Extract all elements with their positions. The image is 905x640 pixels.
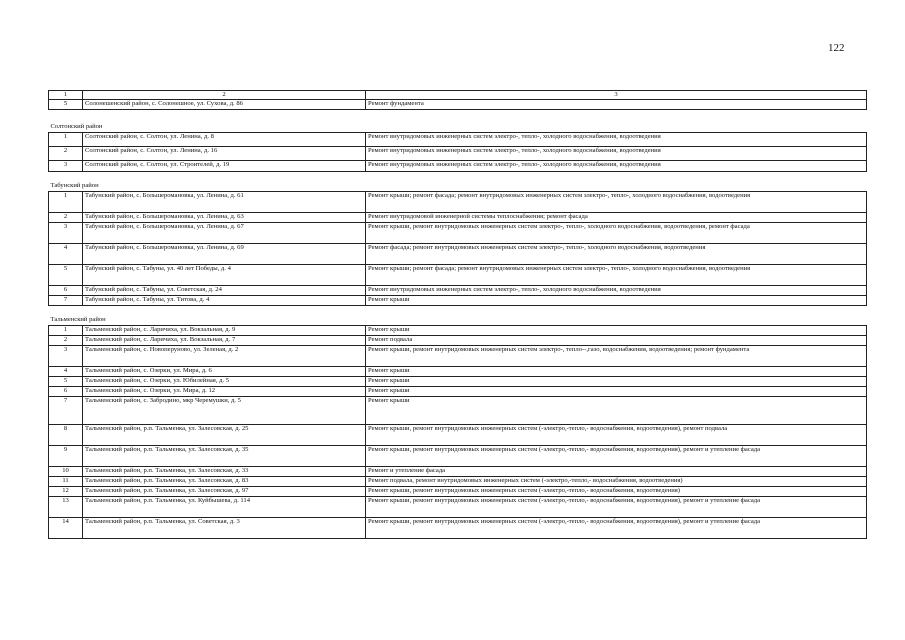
- district-heading: Солтонский район: [50, 123, 103, 131]
- works-cell: Ремонт фасада; ремонт внутридомовых инженерных систем электро-, тепло-, холодного водоснабжения, водоотведения: [366, 244, 867, 265]
- row-number-cell: 7: [49, 296, 83, 306]
- district-heading: Табунский район: [50, 182, 99, 190]
- address-cell: Табунский район, с. Табуны, ул. Титова, д. 4: [83, 296, 366, 306]
- row-number-cell: 3: [49, 161, 83, 172]
- table-row: [49, 286, 867, 296]
- table-header-row: [49, 91, 867, 100]
- row-number-cell: 7: [49, 397, 83, 425]
- address-cell: Табунский район, с. Большеромановка, ул. Ленина, д. 67: [83, 223, 366, 244]
- table-row: [49, 346, 867, 367]
- works-cell: Ремонт фундамента: [366, 100, 867, 110]
- works-cell: Ремонт крыши, ремонт внутридомовых инженерных систем электро-, тепло--,газо, водоснабжения, водоотведения; ремонт фундамента: [366, 346, 867, 367]
- works-cell: Ремонт крыши; ремонт фасада; ремонт внутридомовых инженерных систем электро-, тепло-, холодного водоснабжения, водоотведения: [366, 192, 867, 213]
- row-number-cell: 13: [49, 497, 83, 518]
- address-cell: Тальменский район, с. Новоперуново, ул. Зеленая, д. 2: [83, 346, 366, 367]
- row-number-cell: 2: [49, 213, 83, 223]
- table-row: [49, 446, 867, 467]
- works-cell: Ремонт крыши, ремонт внутридомовых инженерных систем (-электро,-тепло,- водоснабжения, водоотведения): [366, 487, 867, 497]
- address-cell: Тальменский район, р.п. Тальменка, ул. Залесовская, д. 35: [83, 446, 366, 467]
- works-cell: Ремонт крыши, ремонт внутридомовых инженерных систем (-электро,-тепло,- водоснабжения, водоотведения), ремонт и утепление фасада: [366, 497, 867, 518]
- table-row: [49, 477, 867, 487]
- table-row: [49, 100, 867, 110]
- table-row: [49, 367, 867, 377]
- works-cell: Ремонт подвала: [366, 336, 867, 346]
- row-number-cell: 1: [49, 133, 83, 147]
- table-row: [49, 377, 867, 387]
- address-cell: Тальменский район, р.п. Тальменка, ул. Залесовская, д. 25: [83, 425, 366, 446]
- row-number-cell: 5: [49, 377, 83, 387]
- address-cell: Табунский район, с. Табуны, ул. 40 лет Победы, д. 4: [83, 265, 366, 286]
- table-row: [49, 497, 867, 518]
- works-cell: Ремонт подвала, ремонт внутридомовых инженерных систем (-электро,-тепло,- водоснабжения, водоотведения): [366, 477, 867, 487]
- table-row: [49, 147, 867, 161]
- table-row: [49, 518, 867, 539]
- row-number-cell: 12: [49, 487, 83, 497]
- address-cell: Табунский район, с. Большеромановка, ул. Ленина, д. 69: [83, 244, 366, 265]
- table-row: [49, 296, 867, 306]
- table-row: [49, 487, 867, 497]
- row-number-cell: 1: [49, 192, 83, 213]
- table-row: [49, 467, 867, 477]
- column-header-number: 1: [49, 91, 83, 100]
- works-cell: Ремонт крыши, ремонт внутридомовых инженерных систем (-электро,-тепло,- водоснабжения, водоотведения), ремонт подвала: [366, 425, 867, 446]
- repair-works-table: [48, 90, 867, 539]
- works-cell: Ремонт внутридомовых инженерных систем электро-, тепло-, холодного водоснабжения, водоотведения: [366, 147, 867, 161]
- table-row: [49, 133, 867, 147]
- address-cell: Тальменский район, р.п. Тальменка, ул. Залесовская, д. 97: [83, 487, 366, 497]
- row-number-cell: 4: [49, 367, 83, 377]
- address-cell: Тальменский район, с. Забродино, мкр Черемушки, д. 5: [83, 397, 366, 425]
- row-number-cell: 2: [49, 336, 83, 346]
- works-cell: Ремонт крыши: [366, 296, 867, 306]
- row-number-cell: 5: [49, 100, 83, 110]
- address-cell: Тальменский район, с. Озерки, ул. Мира, д. 12: [83, 387, 366, 397]
- table-row: [49, 397, 867, 425]
- table-row: [49, 223, 867, 244]
- row-number-cell: 2: [49, 147, 83, 161]
- row-number-cell: 4: [49, 244, 83, 265]
- address-cell: Солтонский район, с. Солтон, ул. Ленина, д. 8: [83, 133, 366, 147]
- table-row: [49, 326, 867, 336]
- works-cell: Ремонт крыши: [366, 367, 867, 377]
- works-cell: Ремонт крыши, ремонт внутридомовых инженерных систем (-электро,-тепло,- водоснабжения, водоотведения), ремонт и утепление фасада: [366, 518, 867, 539]
- works-cell: Ремонт внутридомовых инженерных систем электро-, тепло-, холодного водоснабжения, водоотведения: [366, 286, 867, 296]
- table-row: [49, 161, 867, 172]
- address-cell: Тальменский район, с. Ларичиха, ул. Вокзальная, д. 7: [83, 336, 366, 346]
- table-row: [49, 336, 867, 346]
- table-row: [49, 425, 867, 446]
- district-heading: Тальменский район: [50, 316, 106, 324]
- row-number-cell: 5: [49, 265, 83, 286]
- table-row: [49, 192, 867, 213]
- works-cell: Ремонт крыши: [366, 377, 867, 387]
- row-number-cell: 11: [49, 477, 83, 487]
- address-cell: Солтонский район, с. Солтон, ул. Ленина, д. 16: [83, 147, 366, 161]
- table-row: [49, 265, 867, 286]
- table-row: [49, 244, 867, 265]
- works-cell: Ремонт внутридомовых инженерных систем электро-, тепло-, холодного водоснабжения, водоотведения: [366, 133, 867, 147]
- works-cell: Ремонт крыши, ремонт внутридомовых инженерных систем электро-, тепло-, холодного водоснабжения, водоотведения, ремонт фасада: [366, 223, 867, 244]
- address-cell: Табунский район, с. Большеромановка, ул. Ленина, д. 61: [83, 192, 366, 213]
- address-cell: Табунский район, с. Большеромановка, ул. Ленина, д. 63: [83, 213, 366, 223]
- address-cell: Тальменский район, р.п. Тальменка, ул. Залесовская, д. 33: [83, 467, 366, 477]
- address-cell: Солонешенский район, с. Солонешное, ул. Сухова, д. 86: [83, 100, 366, 110]
- row-number-cell: 6: [49, 387, 83, 397]
- table-body: [49, 91, 867, 539]
- address-cell: Тальменский район, р.п. Тальменка, ул. Залесовская, д. 83: [83, 477, 366, 487]
- address-cell: Тальменский район, р.п. Тальменка, ул. Советская, д. 3: [83, 518, 366, 539]
- address-cell: Тальменский район, с. Озерки, ул. Юбилейная, д. 5: [83, 377, 366, 387]
- page-number: 122: [828, 42, 845, 54]
- works-cell: Ремонт и утепление фасада: [366, 467, 867, 477]
- works-cell: Ремонт крыши: [366, 326, 867, 336]
- district-heading-row: [49, 110, 867, 133]
- table-row: [49, 213, 867, 223]
- row-number-cell: 6: [49, 286, 83, 296]
- works-cell: Ремонт внутридомовой инженерной системы теплоснабжения; ремонт фасада: [366, 213, 867, 223]
- district-heading-row: [49, 172, 867, 192]
- works-cell: Ремонт крыши: [366, 397, 867, 425]
- row-number-cell: 14: [49, 518, 83, 539]
- address-cell: Тальменский район, с. Озерки, ул. Мира, д. 6: [83, 367, 366, 377]
- row-number-cell: 9: [49, 446, 83, 467]
- row-number-cell: 3: [49, 346, 83, 367]
- works-cell: Ремонт крыши, ремонт внутридомовых инженерных систем (-электро,-тепло,- водоснабжения, водоотведения), ремонт и утепление фасада: [366, 446, 867, 467]
- district-heading-row: [49, 306, 867, 326]
- address-cell: Табунский район, с. Табуны, ул. Советская, д. 24: [83, 286, 366, 296]
- works-cell: Ремонт крыши; ремонт фасада; ремонт внутридомовых инженерных систем электро-, тепло-, холодного водоснабжения, водоотведения: [366, 265, 867, 286]
- row-number-cell: 8: [49, 425, 83, 446]
- address-cell: Тальменский район, с. Ларичиха, ул. Вокзальная, д. 9: [83, 326, 366, 336]
- row-number-cell: 1: [49, 326, 83, 336]
- address-cell: Тальменский район, р.п. Тальменка, ул. Куйбышева, д. 114: [83, 497, 366, 518]
- row-number-cell: 3: [49, 223, 83, 244]
- column-header-works: 3: [366, 91, 867, 100]
- row-number-cell: 10: [49, 467, 83, 477]
- address-cell: Солтонский район, с. Солтон, ул. Строителей, д. 19: [83, 161, 366, 172]
- column-header-address: 2: [83, 91, 366, 100]
- works-cell: Ремонт внутридомовых инженерных систем электро-, тепло-, холодного водоснабжения, водоотведения: [366, 161, 867, 172]
- works-cell: Ремонт крыши: [366, 387, 867, 397]
- table-row: [49, 387, 867, 397]
